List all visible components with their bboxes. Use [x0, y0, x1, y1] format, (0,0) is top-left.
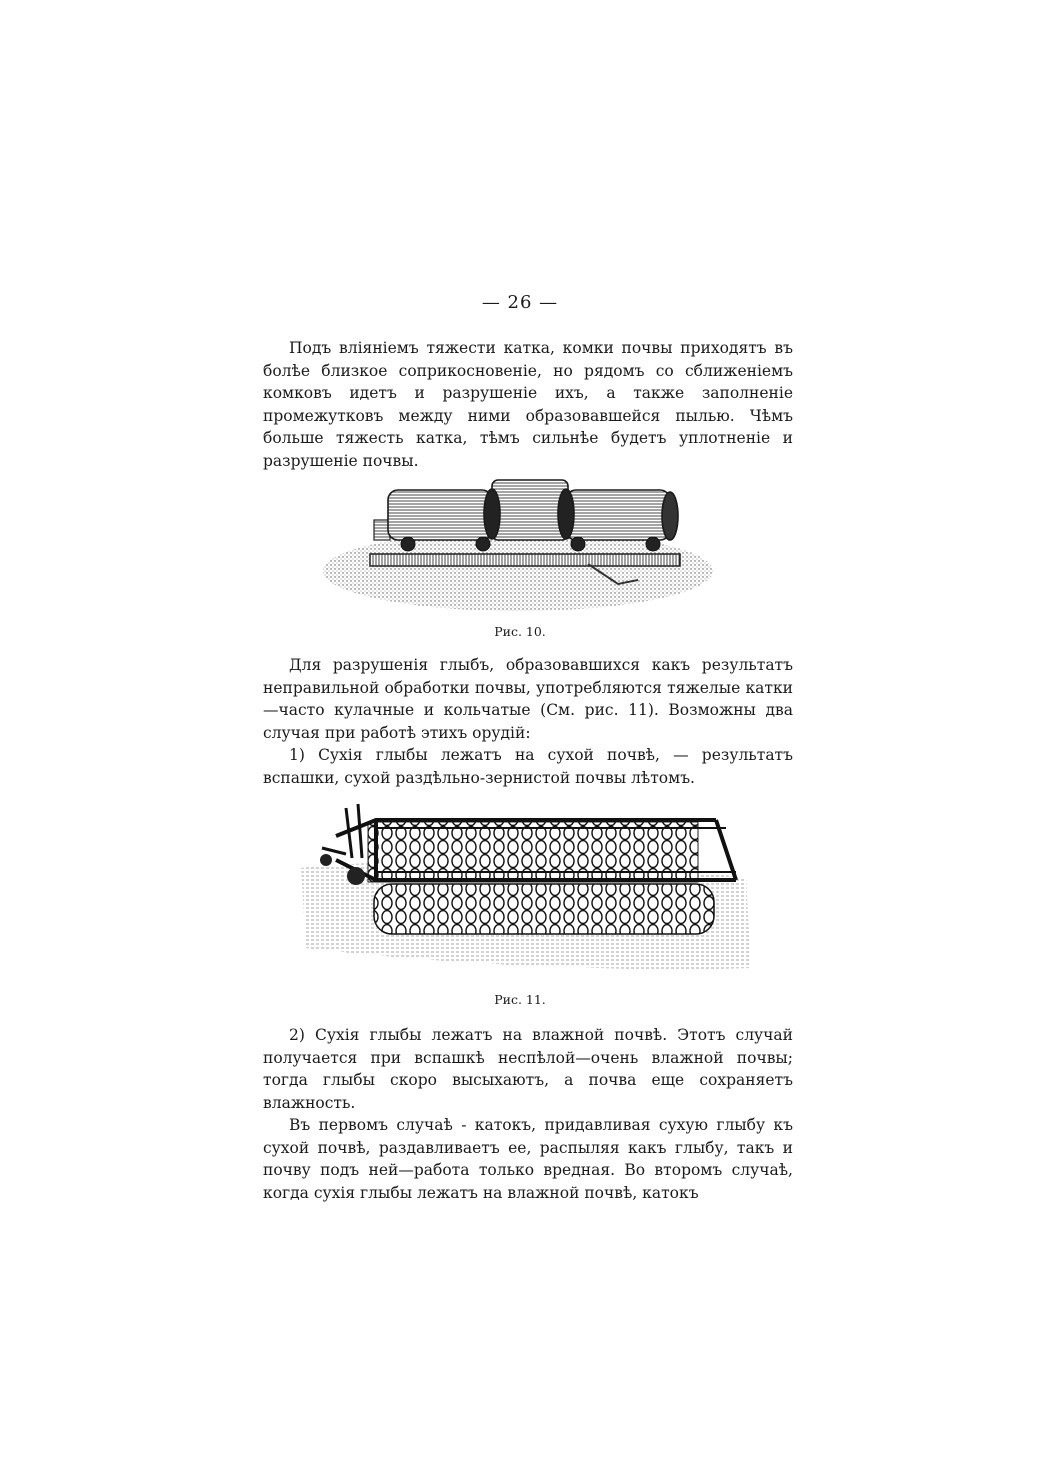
- figure-11-caption: Рис. 11.: [494, 992, 546, 1007]
- paragraph-5: Въ первомъ случаѣ - катокъ, придавливая сухую глыбу къ сухой почвѣ, раздавливаетъ ее, распыляя какъ глыбу, такъ и почву подъ ней—работа только вредная. Во второмъ случаѣ, когда сухія глыбы лежатъ на влажной почвѣ, катокъ: [263, 1116, 793, 1202]
- figure-10-caption: Рис. 10.: [494, 624, 546, 639]
- figure-11: [296, 798, 756, 978]
- three-drum-roller-engraving-icon: [318, 476, 718, 616]
- paragraph-1: Подъ вліяніемъ тяжести катка, комки почвы приходятъ въ болѣе близкое соприкосновеніе, но рядомъ со сближеніемъ комковъ идетъ и разрушеніе ихъ, а также заполненіе промежутковъ между ними образовавшейся пылью. Чѣмъ больше тяжесть катка, тѣмъ сильнѣе будетъ уплотненіе и разрушеніе почвы.: [263, 339, 793, 470]
- paragraph-2: Для разрушенія глыбъ, образовавшихся какъ результатъ неправильной обработки почвы, употребляются тяжелые катки—часто кулачные и кольчатые (См. рис. 11). Возможны два случая при работѣ этихъ орудій:: [263, 656, 793, 742]
- ring-roller-engraving-icon: [296, 798, 756, 978]
- figure-10: [318, 476, 718, 616]
- paragraph-4: 2) Сухія глыбы лежатъ на влажной почвѣ. Этотъ случай получается при вспашкѣ неспѣлой—очень влажной почвы; тогда глыбы скоро высыхаютъ, а почва еще сохраняетъ влажность.: [263, 1026, 793, 1112]
- paragraph-3: 1) Сухія глыбы лежатъ на сухой почвѣ, — результатъ вспашки, сухой раздѣльно-зернистой почвы лѣтомъ.: [263, 746, 793, 787]
- page-number: — 26 —: [481, 292, 559, 313]
